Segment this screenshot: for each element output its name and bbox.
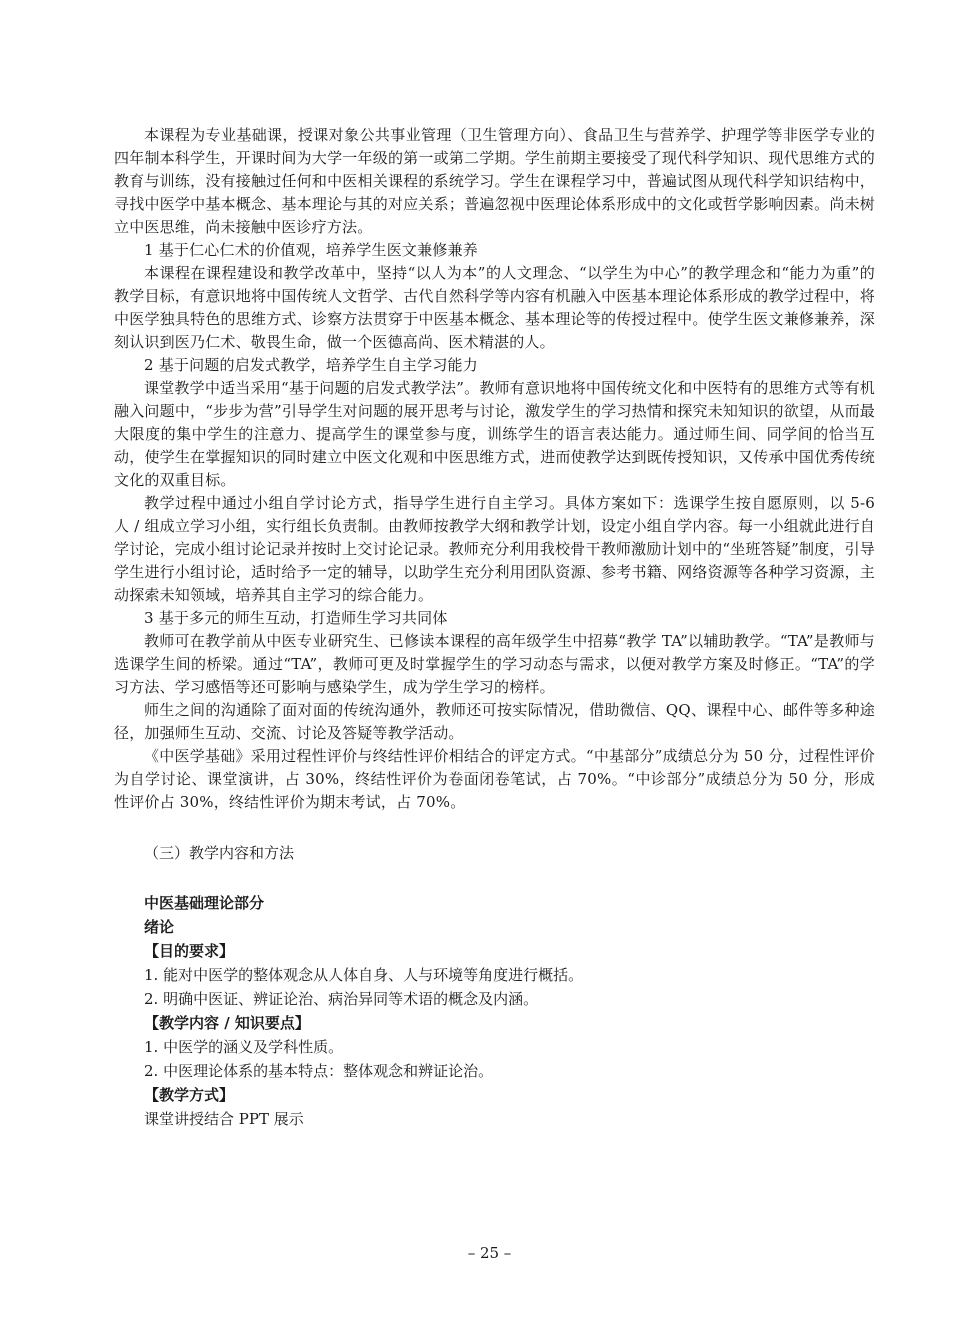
- content-item: 2. 中医理论体系的基本特点：整体观念和辨证论治。: [144, 1062, 494, 1080]
- paragraph-humanistic-teaching: 本课程在课程建设和教学改革中，坚持“以人为本”的人文理念、“以学生为中心”的教学理念和“能力为重”的教学目标，有意识地将中国传统人文哲学、古代自然科学等内容有机融入中医基本理论体系形成的教学过程中，将中医学独具特色的思维方式、诊察方法贯穿于中医基本概念、基本理论等的传授过程中。使学生医文兼修兼养，深刻认识到医乃仁术、敬畏生命，做一个医德高尚、医术精湛的人。: [114, 264, 875, 351]
- paragraph-group-study: 教学过程中通过小组自学讨论方式，指导学生进行自主学习。具体方案如下：选课学生按自愿原则，以 5-6 人 / 组成立学习小组，实行组长负责制。由教师按教学大纲和教学计划，设定小组自学内容。每一小组就此进行自学讨论，完成小组讨论记录并按时上交讨论记录。教师充分利用我校骨干教师激励计划中的“坐班答疑”制度，引导学生进行小组讨论，适时给予一定的辅导，以助学生充分利用团队资源、参考书籍、网络资源等各种学习资源，主动探索未知领域，培养其自主学习的综合能力。: [114, 494, 875, 604]
- content-heading: 【教学内容 / 知识要点】: [144, 1014, 310, 1032]
- section-heading: （三）教学内容和方法: [144, 844, 295, 862]
- part-title: 中医基础理论部分: [144, 894, 265, 912]
- objectives-heading: 【目的要求】: [144, 942, 235, 960]
- paragraph-assessment: 《中医学基础》采用过程性评价与终结性评价相结合的评定方式。“中基部分”成绩总分为 50 分，过程性评价为自学讨论、课堂演讲，占 30%，终结性评价为卷面闭卷笔试，占 70%。“中诊部分”成绩总分为 50 分，形成性评价占 30%，终结性评价为期末考试，占 70%。: [114, 747, 875, 811]
- chapter-title: 绪论: [144, 918, 175, 936]
- syllabus-block: [114, 891, 875, 1131]
- subheading-problem-based: 2 基于问题的启发式教学，培养学生自主学习能力: [144, 356, 478, 374]
- objective-item: 2. 明确中医证、辨证论治、病治异同等术语的概念及内涵。: [144, 990, 539, 1008]
- subheading-value-orientation: 1 基于仁心仁术的价值观，培养学生医文兼修兼养: [144, 241, 478, 259]
- paragraph-problem-based-teaching: 课堂教学中适当采用“基于问题的启发式教学法”。教师有意识地将中国传统文化和中医特有的思维方式等有机融入问题中，“步步为营”引导学生对问题的展开思考与讨论，激发学生的学习热情和探究未知知识的欲望，从而最大限度的集中学生的注意力、提高学生的课堂参与度，训练学生的语言表达能力。通过师生间、同学间的恰当互动，使学生在掌握知识的同时建立中医文化观和中医思维方式，进而使教学达到既传授知识，又传承中国优秀传统文化的双重目标。: [114, 379, 875, 489]
- body-text: [114, 124, 875, 814]
- page-number: – 25 –: [467, 1244, 512, 1262]
- method-text: 课堂讲授结合 PPT 展示: [144, 1110, 304, 1128]
- paragraph-course-intro: 本课程为专业基础课，授课对象公共事业管理（卫生管理方向）、食品卫生与营养学、护理学等非医学专业的四年制本科学生，开课时间为大学一年级的第一或第二学期。学生前期主要接受了现代科学知识、现代思维方式的教育与训练，没有接触过任何和中医相关课程的系统学习。学生在课程学习中，普遍试图从现代科学知识结构中，寻找中医学中基本概念、基本理论与其的对应关系；普遍忽视中医理论体系形成中的文化或哲学影响因素。尚未树立中医思维，尚未接触中医诊疗方法。: [114, 126, 875, 236]
- paragraph-communication: 师生之间的沟通除了面对面的传统沟通外，教师还可按实际情况，借助微信、QQ、课程中心、邮件等多种途径，加强师生互动、交流、讨论及答疑等教学活动。: [114, 701, 875, 742]
- content-item: 1. 中医学的涵义及学科性质。: [144, 1038, 344, 1056]
- subheading-interaction: 3 基于多元的师生互动，打造师生学习共同体: [144, 609, 448, 627]
- paragraph-teaching-ta: 教师可在教学前从中医专业研究生、已修读本课程的高年级学生中招募“教学 TA”以辅助教学。“TA”是教师与选课学生间的桥梁。通过“TA”，教师可更及时掌握学生的学习动态与需求，以便对教学方案及时修正。“TA”的学习方法、学习感悟等还可影响与感染学生，成为学生学习的榜样。: [114, 632, 875, 696]
- objective-item: 1. 能对中医学的整体观念从人体自身、人与环境等角度进行概括。: [144, 966, 584, 984]
- method-heading: 【教学方式】: [144, 1086, 235, 1104]
